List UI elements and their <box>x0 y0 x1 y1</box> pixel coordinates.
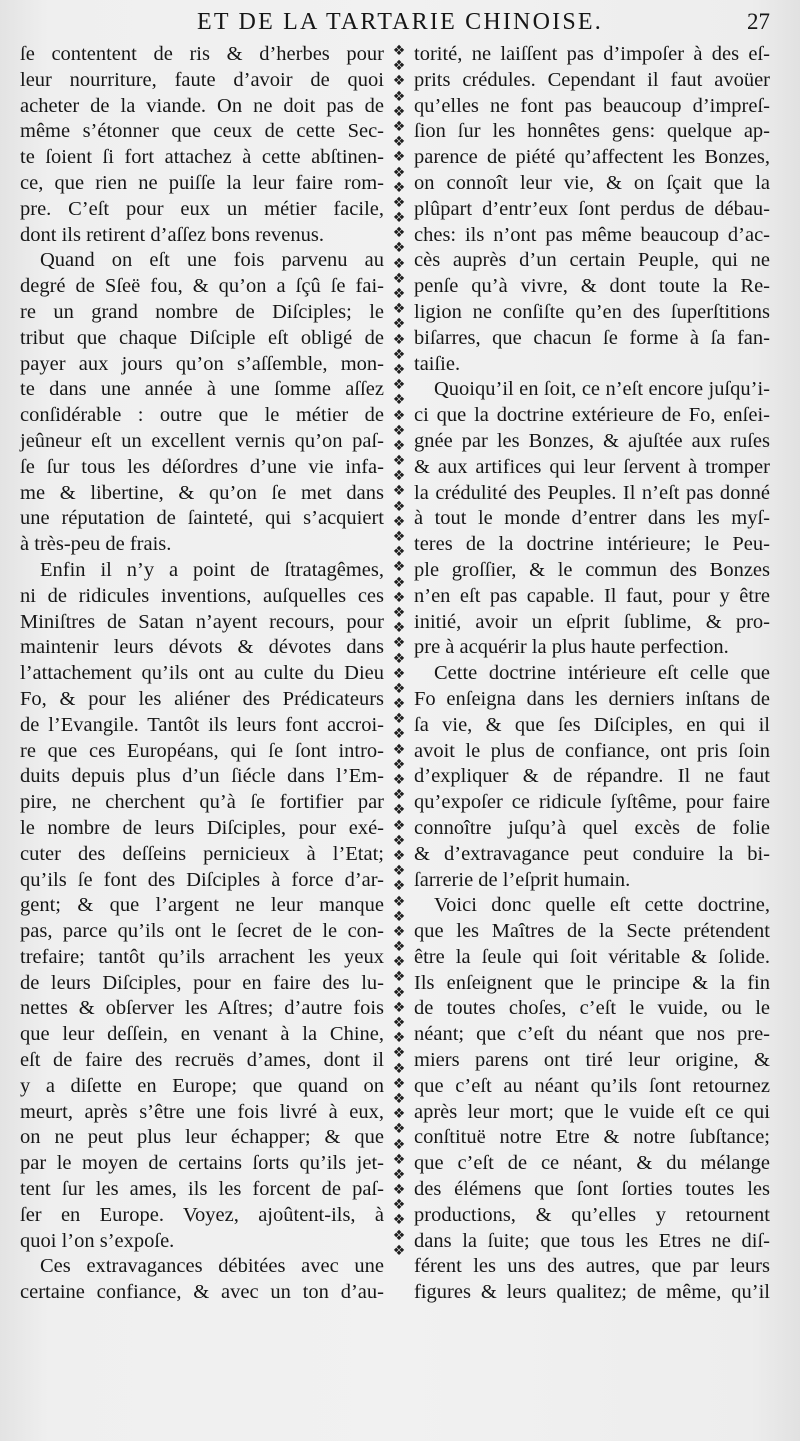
text-line: néant; que c’eſt du néant que nos pre- <box>414 1023 770 1046</box>
ornament-icon: ❖ <box>392 301 406 318</box>
text-line: ſe contentent de ris & d’herbes pour <box>20 43 384 65</box>
ornament-icon: ❖ <box>392 468 406 485</box>
ornament-icon: ❖ <box>392 726 406 743</box>
text-line: payer aux jours qu’on s’aſſemble, mon- <box>20 352 384 375</box>
text-line: meurt, après s’être une fois livré à eux, <box>20 1100 384 1123</box>
text-line: ſer en Europe. Voyez, ajoûtent-ils, à <box>20 1203 384 1226</box>
text-line: ſa vie, & que ſes Diſciples, en qui il <box>414 713 770 736</box>
text-line: le nombre de leurs Diſciples, pour exé- <box>20 816 384 839</box>
ornament-icon: ❖ <box>392 1197 406 1214</box>
ornament-icon: ❖ <box>392 802 406 819</box>
text-line: parence de piété qu’affectent les Bonzes, <box>414 146 770 169</box>
text-line: connoître juſqu’à quel excès de folie <box>414 816 770 839</box>
ornament-icon: ❖ <box>392 88 406 105</box>
ornament-icon: ❖ <box>392 453 406 470</box>
text-line: duits depuis plus d’un ſiécle dans l’Em- <box>20 765 384 788</box>
text-line: être la ſeule qui ſoit véritable & ſolide. <box>414 945 770 968</box>
ornament-icon: ❖ <box>392 422 406 439</box>
ornament-icon: ❖ <box>392 1227 406 1244</box>
text-line: taiſie. <box>414 352 461 375</box>
text-line: Ces extravagances débitées avec une <box>40 1255 384 1278</box>
ornament-icon: ❖ <box>392 164 406 181</box>
ornament-icon: ❖ <box>392 893 406 910</box>
text-line: cès auprès d’un certain Peuple, qui ne <box>414 249 770 272</box>
text-line: quoi l’on s’expoſe. <box>20 1229 175 1252</box>
text-line: conſidérable : outre que le métier de <box>20 404 384 427</box>
ornament-icon: ❖ <box>392 149 406 166</box>
text-line: on ne peut plus leur échapper; & que <box>20 1126 384 1149</box>
ornament-icon: ❖ <box>392 635 406 652</box>
ornament-icon: ❖ <box>392 513 406 530</box>
ornament-icon: ❖ <box>392 331 406 348</box>
ornament-icon: ❖ <box>392 179 406 196</box>
text-line: torité, ne laiſſent pas d’impoſer à des eſ- <box>414 43 770 65</box>
text-line: initié, avoir un eſprit ſublime, & pro- <box>414 610 770 633</box>
text-line: on connoît leur vie, & on ſçait que la <box>414 171 770 194</box>
text-line: une réputation de ſainteté, qui s’acquiert <box>20 507 384 530</box>
ornament-icon: ❖ <box>392 118 406 135</box>
text-line: tribut que chaque Diſciple eſt obligé de <box>20 326 384 349</box>
ornament-icon: ❖ <box>392 939 406 956</box>
text-line: même s’étonner que ceux de cette Sec- <box>20 120 384 143</box>
text-line: l’attachement qu’ils ont au culte du Dieu <box>20 662 384 685</box>
ornament-icon: ❖ <box>392 772 406 788</box>
text-line: eſt de faire des recruës d’ames, dont il <box>20 1049 384 1072</box>
ornament-icon: ❖ <box>392 73 406 90</box>
text-line: tent ſur les ames, ils les forcent de paſ- <box>20 1178 384 1201</box>
text-line: trefaire; tantôt qu’ils arrachent les yeux <box>20 945 384 968</box>
ornament-icon: ❖ <box>392 1121 406 1138</box>
ornament-icon: ❖ <box>392 817 406 834</box>
running-title: ET DE LA TARTARIE CHINOISE. <box>197 9 603 35</box>
ornament-icon: ❖ <box>392 589 406 606</box>
ornament-icon: ❖ <box>392 58 406 75</box>
text-line: après leur mort; que le vuide eſt ce qui <box>414 1100 770 1123</box>
ornament-icon: ❖ <box>392 255 406 272</box>
text-line: re un grand nombre de Diſciples; le <box>20 300 384 323</box>
ornament-icon: ❖ <box>392 923 406 940</box>
ornament-icon: ❖ <box>392 1030 406 1047</box>
ornament-icon: ❖ <box>392 620 406 637</box>
ornament-icon: ❖ <box>392 407 406 424</box>
text-line: Quand on eſt une fois parvenu au <box>40 249 384 272</box>
text-line: figures & leurs qualitez; de même, qu’il <box>414 1281 770 1304</box>
text-line: penſe qu’à vivre, & dont toute la Re- <box>414 275 770 298</box>
text-line: férent les uns des autres, que par leurs <box>414 1255 770 1278</box>
text-line: de leurs Diſciples, pour en faire des lu- <box>20 971 384 994</box>
left-text-column <box>20 42 384 1304</box>
text-line: Cette doctrine intérieure eſt celle que <box>434 662 770 685</box>
ornament-icon: ❖ <box>392 832 406 849</box>
ornament-icon: ❖ <box>392 1136 406 1153</box>
text-line: d’expliquer & de répandre. Il ne faut <box>414 765 770 788</box>
text-line: Fo enſeigna dans les derniers inſtans de <box>414 687 770 710</box>
text-line: pre. C’eſt pour eux un métier facile, <box>20 197 384 220</box>
ornament-icon: ❖ <box>392 529 406 545</box>
ornament-icon: ❖ <box>392 316 406 333</box>
text-line: dans la ſuite; que tous les Etres ne diſ- <box>414 1229 770 1252</box>
text-line: Quoiqu’il en ſoit, ce n’eſt encore juſqu’i- <box>434 378 770 401</box>
ornament-icon: ❖ <box>392 483 406 500</box>
text-line: productions, & qu’elles y retournent <box>414 1203 770 1226</box>
text-line: que c’eſt de ce néant, & du mélange <box>414 1152 770 1175</box>
text-line: qu’elles ne font pas beaucoup d’impreſ- <box>414 94 770 117</box>
text-line: & d’extravagance peut conduire la bi- <box>414 842 770 865</box>
ornament-icon: ❖ <box>392 665 406 682</box>
ornament-icon: ❖ <box>392 863 406 880</box>
ornament-icon: ❖ <box>392 1015 406 1031</box>
ornament-icon: ❖ <box>392 969 406 986</box>
ornament-icon: ❖ <box>392 1060 406 1077</box>
text-line: par le moyen de certains ſorts qu’ils jet- <box>20 1152 384 1175</box>
text-line: qu’expoſer ce ridicule ſyſtême, pour faire <box>414 791 770 814</box>
page-number: 27 <box>747 9 770 34</box>
text-line: Enfin il n’y a point de ſtratagêmes, <box>40 558 384 581</box>
text-line: gnée par les Bonzes, & ajuſtée aux ruſes <box>414 429 770 452</box>
text-line: degré de Sſeë fou, & qu’on a ſçû ſe fai- <box>20 275 384 298</box>
ornament-icon: ❖ <box>392 240 406 257</box>
text-line: pas, parce qu’ils ont le ſecret de le con- <box>20 920 384 943</box>
ornament-icon: ❖ <box>392 1106 406 1123</box>
ornament-icon: ❖ <box>392 787 406 804</box>
text-line: ci que la doctrine extérieure de Fo, enſei- <box>414 404 770 427</box>
ornamental-column-divider <box>389 44 409 1266</box>
ornament-icon: ❖ <box>392 270 406 287</box>
ornament-icon: ❖ <box>392 650 406 667</box>
text-line: gent; & que l’argent ne leur manque <box>20 894 384 917</box>
ornament-icon: ❖ <box>392 225 406 242</box>
ornament-icon: ❖ <box>392 1090 406 1107</box>
ornament-icon: ❖ <box>392 346 406 363</box>
text-line: & aux artifices qui leur ſervent à tromper <box>414 455 770 478</box>
ornament-icon: ❖ <box>392 1212 406 1229</box>
right-text-column <box>414 42 770 1304</box>
text-line: ligion ne conſiſte qu’en des ſuperſtitions <box>414 300 770 323</box>
text-line: certaine confiance, & avec un ton d’au- <box>20 1281 384 1304</box>
ornament-icon: ❖ <box>392 954 406 971</box>
text-line: ni de ridicules inventions, auſquelles ces <box>20 584 384 607</box>
text-line: à tout le monde d’entrer dans les myſ- <box>414 507 770 530</box>
text-line: la crédulité des Peuples. Il n’eſt pas donné <box>414 481 770 504</box>
ornament-icon: ❖ <box>392 392 406 409</box>
ornament-icon: ❖ <box>392 194 406 211</box>
text-line: dont ils retirent d’aſſez bons revenus. <box>20 223 324 246</box>
ornament-icon: ❖ <box>392 604 406 621</box>
text-line: maintenir leurs dévots & dévotes dans <box>20 636 384 659</box>
text-line: Voici donc quelle eſt cette doctrine, <box>434 894 770 917</box>
text-line: teres de la doctrine intérieure; le Peu- <box>414 533 770 556</box>
text-line: ce, que rien ne puiſſe la leur faire rom- <box>20 171 384 194</box>
text-line: ſion ſur les honnêtes gens: quelque ap- <box>414 120 770 143</box>
ornament-icon: ❖ <box>392 286 406 302</box>
text-line: de toutes choſes, c’eſt le vuide, ou le <box>414 997 770 1020</box>
text-line: pre à acquérir la plus haute perfection. <box>414 636 729 659</box>
ornament-icon: ❖ <box>392 1166 406 1183</box>
text-line: te dans une année à une ſomme aſſez <box>20 378 384 401</box>
ornament-icon: ❖ <box>392 741 406 758</box>
text-line: Miniſtres de Satan n’ayent recours, pour <box>20 610 384 633</box>
ornament-icon: ❖ <box>392 44 406 59</box>
ornament-icon: ❖ <box>392 437 406 454</box>
text-line: re que ces Européans, qui ſe ſont intro- <box>20 739 384 762</box>
ornament-icon: ❖ <box>392 574 406 591</box>
text-line: des élémens que ſont ſorties toutes les <box>414 1178 770 1201</box>
ornament-icon: ❖ <box>392 377 406 394</box>
text-line: ple groſſier, & le commun des Bonzes <box>414 558 770 581</box>
ornament-icon: ❖ <box>392 134 406 151</box>
ornament-icon: ❖ <box>392 984 406 1001</box>
text-line: que leur deſſein, en venant à la Chine, <box>20 1023 384 1046</box>
ornament-icon: ❖ <box>392 361 406 378</box>
text-line: Fo, & pour les aliéner des Prédicateurs <box>20 687 384 710</box>
text-line: jeûneur eſt un excellent vernis qu’on paſ- <box>20 429 384 452</box>
text-line: ſarrerie de l’eſprit humain. <box>414 868 631 891</box>
ornament-icon: ❖ <box>392 908 406 925</box>
text-line: leur nourriture, faute d’avoir de quoi <box>20 68 384 91</box>
text-line: de l’Evangile. Tantôt ils leurs font accroi- <box>20 713 384 736</box>
text-line: ſe ſur tous les déſordres d’une vie infa- <box>20 455 384 478</box>
text-line: n’en eſt pas capable. Il faut, pour y être <box>414 584 770 607</box>
ornament-icon: ❖ <box>392 1242 406 1259</box>
text-line: me & libertine, & qu’on ſe met dans <box>20 481 384 504</box>
ornament-icon: ❖ <box>392 1075 406 1092</box>
ornament-icon: ❖ <box>392 878 406 895</box>
text-line: plûpart d’entr’eux ſont perdus de débau- <box>414 197 770 220</box>
ornament-icon: ❖ <box>392 756 406 773</box>
ornament-icon: ❖ <box>392 847 406 864</box>
ornament-icon: ❖ <box>392 210 406 227</box>
text-line: biſarres, que chacun ſe forme à ſa fan- <box>414 326 770 349</box>
text-line: te ſoient ſi fort attachez à cette abſtinen- <box>20 146 384 169</box>
text-line: prits crédules. Cependant il faut avoüer <box>414 68 770 91</box>
ornament-icon: ❖ <box>392 498 406 515</box>
text-line: cuter des deſſeins pernicieux à l’Etat; <box>20 842 384 865</box>
ornament-icon: ❖ <box>392 103 406 120</box>
text-line: y a diſette en Europe; que quand on <box>20 1074 384 1097</box>
text-line: avoit le plus de confiance, ont pris ſoin <box>414 739 770 762</box>
ornament-icon: ❖ <box>392 711 406 728</box>
text-line: conſtituë notre Etre & notre ſubſtance; <box>414 1126 770 1149</box>
ornament-icon: ❖ <box>392 696 406 713</box>
ornament-icon: ❖ <box>392 559 406 576</box>
text-line: miers parens ont tiré leur origine, & <box>414 1049 770 1072</box>
ornament-icon: ❖ <box>392 1045 406 1062</box>
text-line: pire, ne cherchent qu’à ſe fortifier par <box>20 791 384 814</box>
text-line: Ils enſeignent que le principe & la fin <box>414 971 770 994</box>
text-line: acheter de la viande. On ne doit pas de <box>20 94 384 117</box>
ornament-icon: ❖ <box>392 1151 406 1168</box>
ornament-icon: ❖ <box>392 544 406 561</box>
text-line: ches: ils n’ont pas même beaucoup d’ac- <box>414 223 770 246</box>
text-line: à très-peu de frais. <box>20 533 172 556</box>
text-line: que les Maîtres de la Secte prétendent <box>414 920 770 943</box>
text-line: qu’ils ſe font des Diſciples à force d’ar- <box>20 868 384 891</box>
text-line: que c’eſt au néant qu’ils ſont retournez <box>414 1074 770 1097</box>
ornament-icon: ❖ <box>392 680 406 697</box>
ornament-icon: ❖ <box>392 999 406 1016</box>
text-line: nettes & obſerver les Aſtres; d’autre fois <box>20 997 384 1020</box>
ornament-icon: ❖ <box>392 1182 406 1199</box>
